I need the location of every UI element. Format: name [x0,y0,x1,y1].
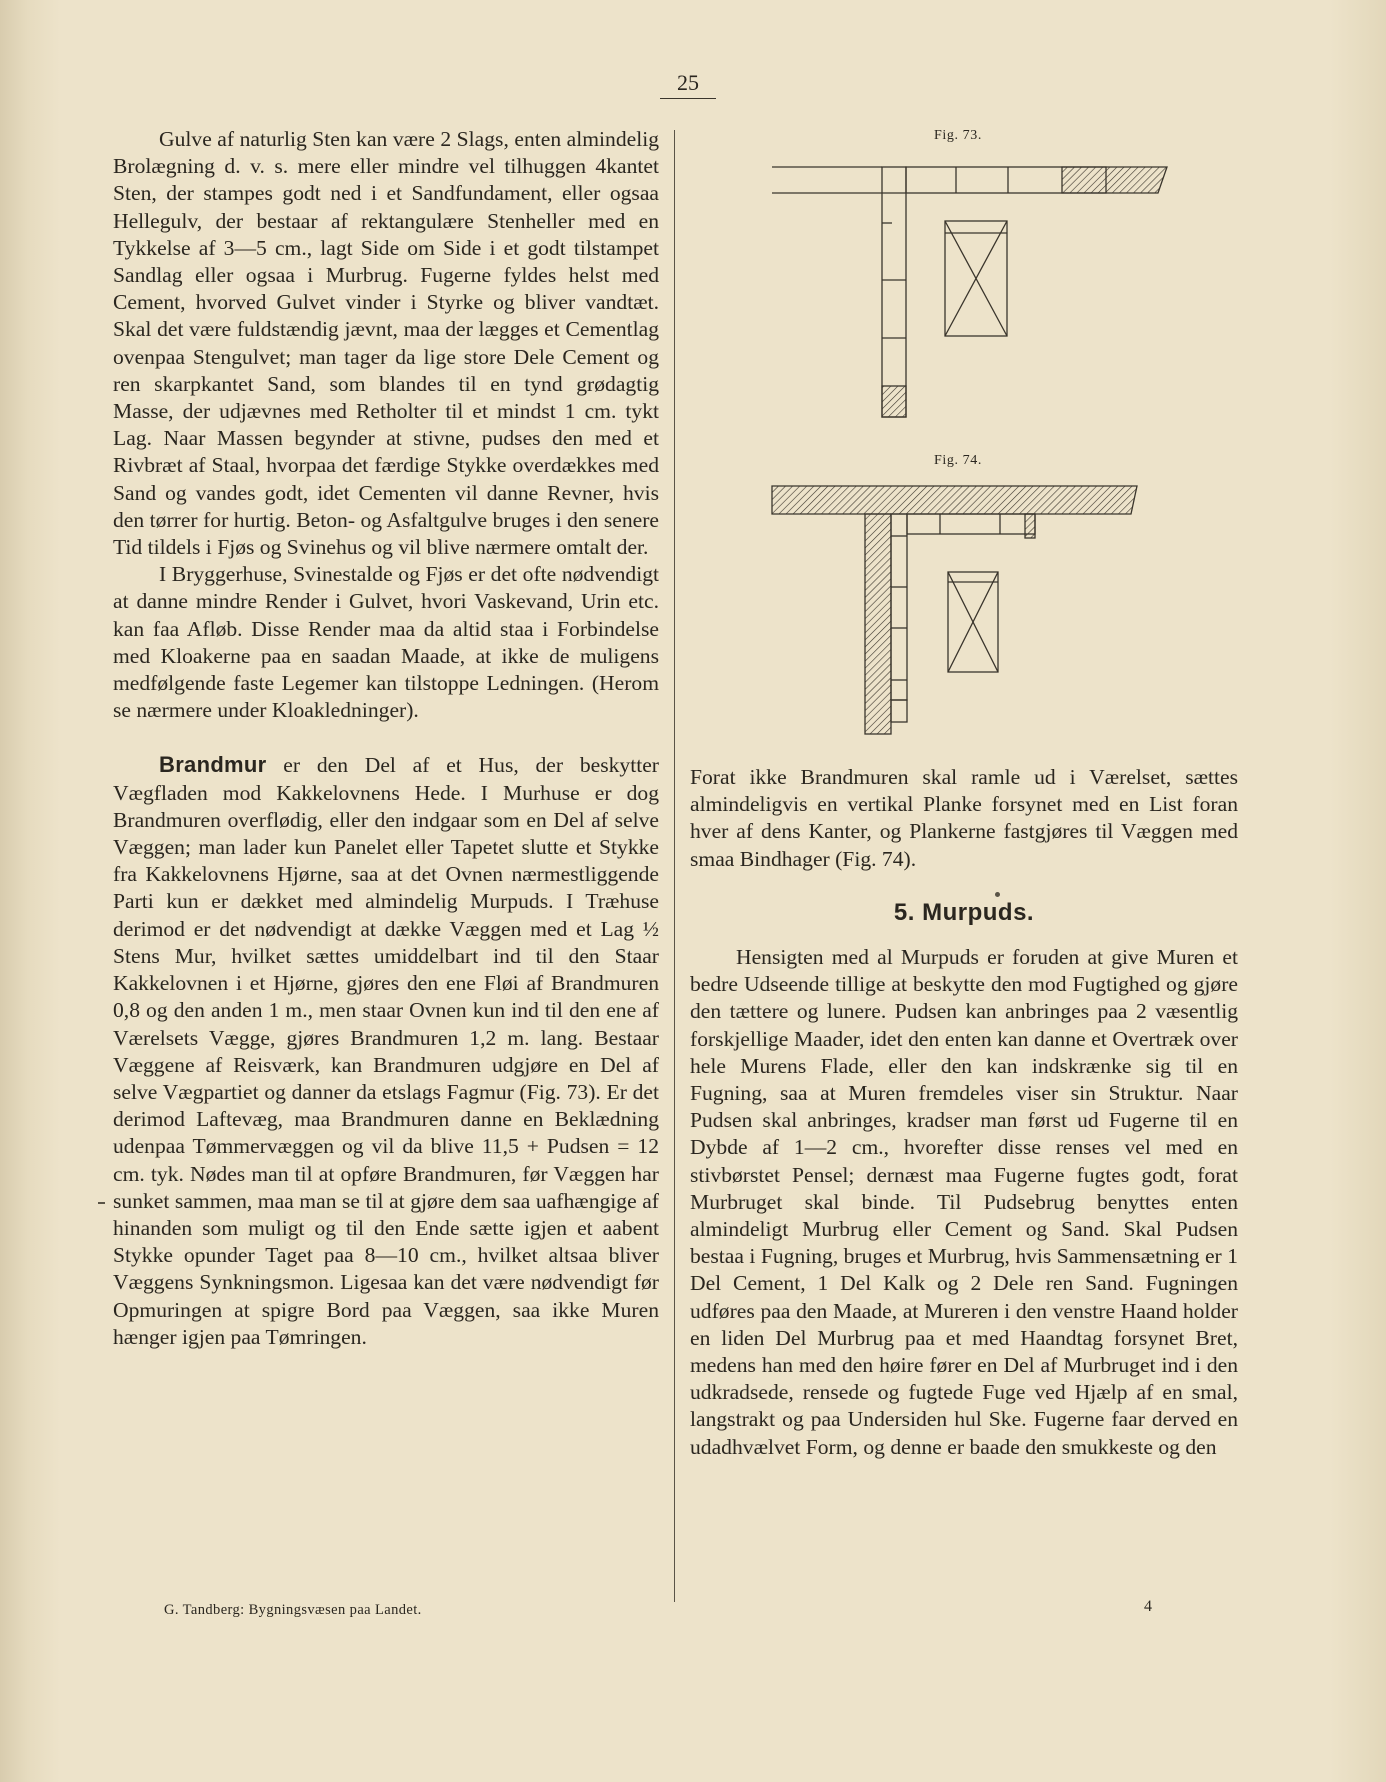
left-column [113,126,659,1351]
fig73-caption: Fig. 73. [934,128,982,143]
fig74-caption: Fig. 74. [934,453,982,468]
term-brandmur: Brandmur [159,752,267,778]
paragraph-gulve: Gulve af naturlig Sten kan være 2 Slags, enten almindelig Brolægning d. v. s. mere eller mindre vel tilhuggen 4kantet Sten, der stampes godt ned i et Sandfundament, eller ogsaa Hellegulv, der bestaar af rektangulære Stenheller med en Tykkelse af 3—5 cm., lagt Side om Side i et godt tilstampet Sandlag eller ogsaa i Murbrug. Fugerne fyldes helst med Cement, hvorved Gulvet vinder i Styrke og bliver vandtæt. Skal det være fuldstændig jævnt, maa der lægges et Cementlag ovenpaa Stengulvet; man tager da lige store Dele Cement og ren skarpkantet Sand, som blandes til en tynd grødagtig Masse, der udjævnes med Retholter til et mindst 1 cm. tykt Lag. Naar Massen begynder at stivne, pudses den med et Rivbræt af Staal, hvorpaa det færdige Stykke overdækkes med Sand og vandes godt, idet Cementen vil danne Revner, hvis den tørrer for hurtig. Beton- og Asfaltgulve bruges i den senere Tid tildels i Fjøs og Svinehus og vil blive nærmere omtalt der. [113,127,659,560]
paragraph-murpuds: Hensigten med al Murpuds er foruden at give Muren et bedre Udseende tillige at beskytte den mod Fugtighed og gjøre den tættere og lunere. Pudsen kan anbringes paa 2 væsentlig forskjellige Maader, idet den enten kan danne et Overtræk over hele Murens Flade, eller den kan indskrænke sig til en Fugning, saa at Muren fremdeles viser sin Struktur. Naar Pudsen skal anbringes, kradser man først ud Fugerne til en Dybde af 1—2 cm., hvorefter disse renses vel med en stivbørstet Pensel; dernæst maa Fugerne fugtes godt, forat Murbruget skal binde. Til Pudsebrug benyttes enten almindeligt Murbrug eller Cement og Sand. Skal Pudsen bestaa i Fugning, bruges et Murbrug, hvis Sammensætning er 1 Del Cement, 1 Del Kalk og 2 Dele ren Sand. Fugningen udføres paa den Maade, at Mureren i den venstre Haand holder en liden Del Murbrug paa et med Haandtag forsynet Bret, medens han med den høire fører en Del af Murbruget ind i den udkradsede, rensede og fugtede Fuge ved Hjælp af en smal, langstrakt og paa Undersiden hul Ske. Fugerne faar derved en udadhvælvet Form, og denne er baade den smukkeste og den [690,945,1238,1459]
paragraph-bryggerhuse: I Bryggerhuse, Svinestalde og Fjøs er det ofte nødvendigt at danne mindre Render i Gulvet, hvori Vaskevand, Urin etc. kan faa Afløb. Disse Render maa da altid staa i Forbindelse med Kloakerne paa en saadan Maade, at ikke de muligens medfølgende faste Legemer kan tilstoppe Ledningen. (Herom se nærmere under Kloakledninger). [113,562,659,723]
margin-mark [98,1202,105,1204]
footer-author-title: G. Tandberg: Bygningsvæsen paa Landet. [164,1602,422,1618]
page-number: 25 [660,70,716,99]
right-column [690,764,1238,1461]
fig74-diagram [770,480,1170,740]
fig73-diagram [770,160,1180,430]
column-divider [674,130,675,1602]
paragraph-brandmur [113,751,659,1350]
paragraph-fig74: Forat ikke Brandmuren skal ramle ud i Værelset, sættes almindeligvis en vertikal Planke forsynet med en List foran hver af dens Kanter, og Plankerne fastgjøres til Væggen med smaa Bindhager (Fig. 74). [690,765,1238,871]
section-heading: 5. Murpuds. [893,898,1035,926]
stray-mark [995,892,1000,897]
paragraph-gap [113,724,659,751]
footer-signature-number: 4 [1144,1598,1152,1615]
brandmur-text: er den Del af et Hus, der beskytter Vægfladen mod Kakkelovnens Hede. I Murhuse er dog Brandmuren overflødig, eller den indgaar som en Del af selve Væggen; man lader kun Panelet eller Tapetet slutte et Stykke fra Kakkelovnens Hjørne, saa at det Ovnen nærmestliggende Parti kun er dækket med almindelig Murpuds. I Træhuse derimod er det nødvendigt at dække Væggen med et Lag ½ Stens Mur, hvilket sættes umiddelbart ind til den Staar Kakkelovnen i et Hjørne, gjøres den ene Fløi af Brandmuren 0,8 og den anden 1 m., men staar Ovnen kun ind til den ene af Værelsets Vægge, gjøres Brandmuren 1,2 m. lang. Bestaar Væggene af Reisværk, kan Brandmuren udgjøre en Del af selve Vægpartiet og danner da etslags Fagmur (Fig. 73). Er det derimod Laftevæg, maa Brandmuren danne en Beklædning udenpaa Tømmervæggen og vil da blive 11,5 + Pudsen = 12 cm. tyk. Nødes man til at opføre Brandmuren, før Væggen har sunket sammen, maa man se til at gjøre dem saa uafhængige af hinanden som muligt og til den Ende sætte igjen et aabent Stykke opunder Taget paa 8—10 cm., hvilket altsaa bliver Væggens Synkningsmon. Ligesaa kan det være nødvendigt før Opmuringen at spigre Bord paa Væggen, saa ikke Muren hænger igjen paa Tømringen. [113,753,659,1349]
